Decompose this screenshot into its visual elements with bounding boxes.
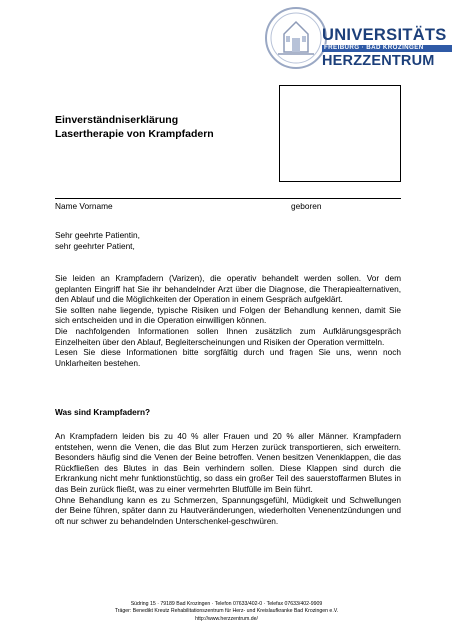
institution-logo bbox=[262, 6, 452, 70]
university-seal-icon bbox=[264, 6, 328, 70]
intro-paragraph: Sie leiden an Krampfadern (Varizen), die operativ behandelt werden sollen. Vor dem geplanten Eingriff hat Sie ihr behandelnder Arzt über die Diagnose, die Therapiealternativen, den Ablauf und die Möglichkeiten der Operation in einem Gespräch aufgeklärt. bbox=[55, 273, 401, 305]
section-paragraph-2: Ohne Behandlung kann es zu Schmerzen, Spannungsgefühl, Müdigkeit und Schwellungen der Beine führen, später dann zu Hautveränderungen, wiederholten Venenentzündungen und oft nur schwer zu behandelnden Unterschenkel-geschwüren. bbox=[55, 494, 401, 526]
footer-address: Südring 15 · 79189 Bad Krozingen · Telefon 07633/402-0 · Telefax 07633/402-9909 bbox=[130, 601, 323, 607]
intro-section bbox=[55, 273, 401, 368]
city-text: FREIBURG · BAD KROZINGEN bbox=[324, 44, 424, 51]
title-line-1: Einverständniserklärung bbox=[55, 114, 179, 126]
greeting-line-2: sehr geehrter Patient, bbox=[55, 240, 135, 251]
section-body bbox=[55, 431, 401, 526]
university-wordmark: UNIVERSITÄTS bbox=[322, 26, 447, 44]
section-heading: Was sind Krampfadern? bbox=[55, 407, 151, 417]
greeting bbox=[55, 230, 401, 251]
patient-label-box bbox=[279, 85, 401, 182]
center-wordmark: HERZZENTRUM bbox=[322, 53, 435, 69]
paragraph-information: Die nachfolgenden Informationen sollen Ihnen zusätzlich zum Aufklärungsgespräch Einzelheiten über den Ablauf, Begleiterscheinungen und Risiken der Operation vermitteln. bbox=[55, 325, 401, 347]
paragraph-risks: Sie sollten nahe liegende, typische Risiken und Folgen der Behandlung kennen, damit Sie sich entscheiden und in die Operation einwilligen können. bbox=[55, 304, 401, 326]
city-band bbox=[322, 45, 452, 52]
page-footer bbox=[0, 601, 453, 623]
name-label: Name Vorname bbox=[55, 201, 113, 211]
paragraph-read-carefully: Lesen Sie diese Informationen bitte sorgfältig durch und fragen Sie uns, wenn noch Unklarheiten bestehen. bbox=[55, 347, 401, 368]
title-line-2: Lasertherapie von Krampfadern bbox=[55, 127, 214, 140]
name-signature-line bbox=[55, 198, 401, 199]
footer-website[interactable]: http://www.herzzentrum.de/ bbox=[195, 615, 258, 622]
greeting-line-1: Sehr geehrte Patientin, bbox=[55, 230, 140, 240]
born-label: geboren bbox=[291, 201, 322, 211]
document-title bbox=[55, 114, 214, 141]
section-paragraph-1: An Krampfadern leiden bis zu 40 % aller Frauen und 20 % aller Männer. Krampfadern entstehen, wenn die Venen, die das Blut zum Herzen zurück transportieren, sich erweitern. Besonders häufig sind die Venen der Beine betroffen. Venen besitzen Venenklappen, die das Rückfließen des Blutes in das Bein verhindern sollen. Diese Klappen sind durch die Erkrankung nicht mehr funktionstüchtig, so dass ein großer Teil des sauerstoffarmen Blutes in das Bein zurück fließt, was zu einer vermehrten Blutfülle im Bein führt. bbox=[55, 431, 401, 494]
footer-carrier: Träger: Benedikt Kreutz Rehabilitationszentrum für Herz- und Kreislaufkranke Bad Krozingen e.V. bbox=[114, 608, 339, 615]
